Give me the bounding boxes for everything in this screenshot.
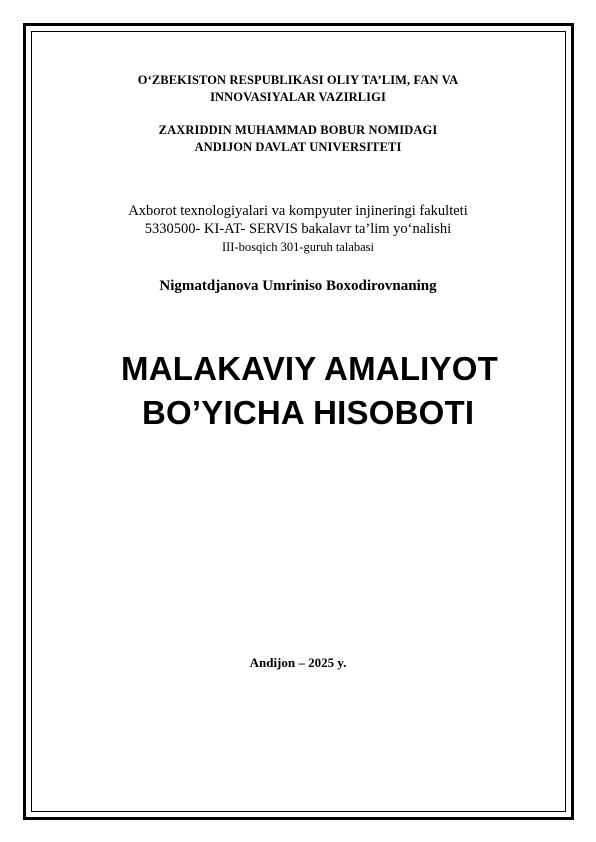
report-title-line-2: BO’YICHA HISOBOTI [142,394,475,431]
university-line-1: ZAXRIDDIN MUHAMMAD BOBUR NOMIDAGI [158,123,438,137]
place-year: Andijon – 2025 y. [249,655,347,670]
faculty-line-3: III-bosqich 301-guruh talabasi [221,240,375,254]
faculty-line-2: 5330500- KI-AT- SERVIS bakalavr ta’lim yo‘nalishi [144,221,452,237]
ministry-line-2: INNOVASIYALAR VAZIRLIGI [210,90,386,104]
author-name: Nigmatdjanova Umriniso Boxodirovnaning [159,278,437,294]
ministry-line-1: O‘ZBEKISTON RESPUBLIKASI OLIY TA’LIM, FAN VA [137,73,459,87]
report-title-line-1: MALAKAVIY AMALIYOT [121,350,498,387]
university-line-2: ANDIJON DAVLAT UNIVERSITETI [194,140,402,154]
faculty-line-1: Axborot texnologiyalari va kompyuter injineringi fakulteti [128,203,468,219]
